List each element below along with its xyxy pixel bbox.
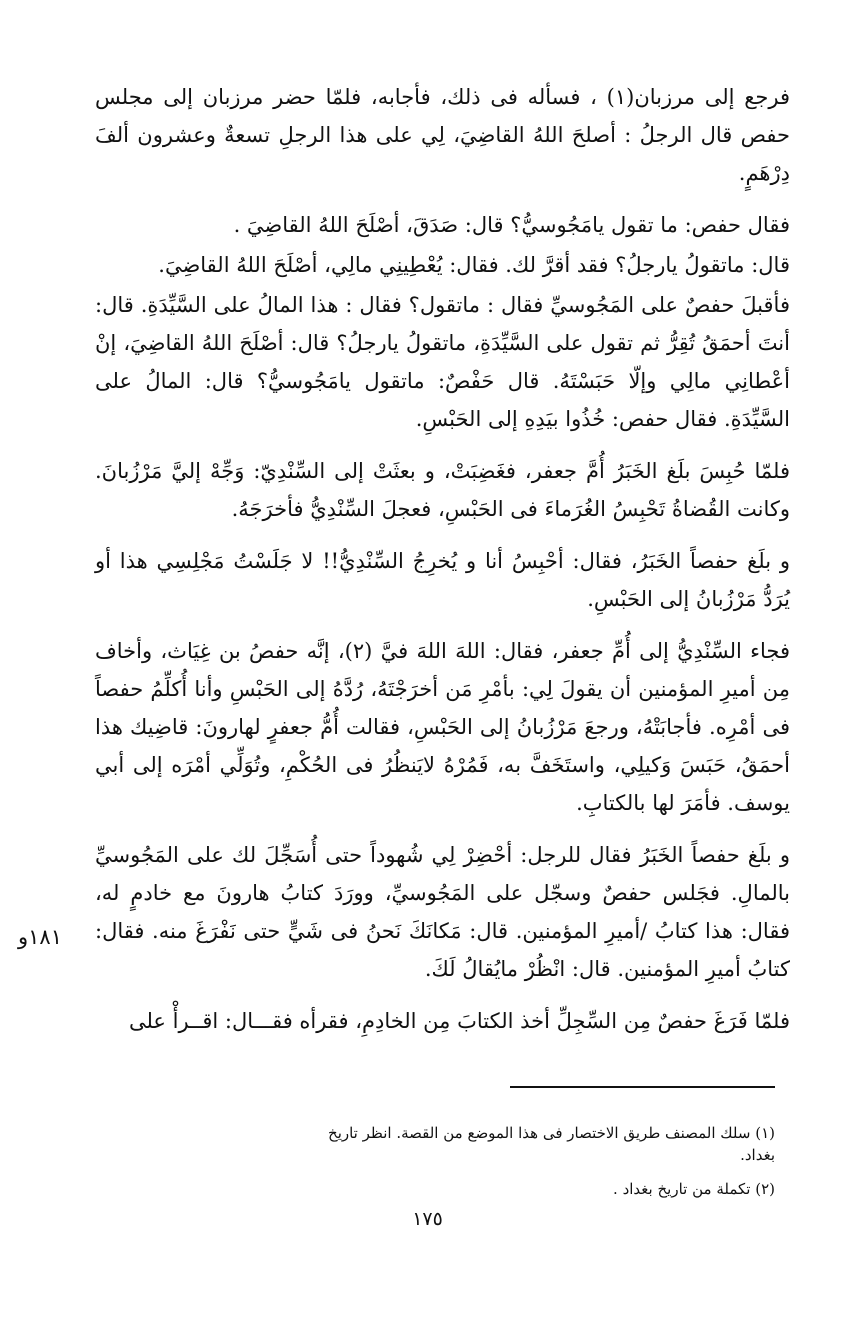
main-text [95, 78, 790, 1054]
paragraph: و بلَغ حفصاً الخَبَرُ فقال للرجل: أحْضِرْ لِي شُهوداً حتى أُسَجِّلَ لك على المَجُوسيِّ بالمالِ. فجَلس حفصٌ وسجّل على المَجُوسيِّ، وورَدَ كتابُ هارونَ مع خادمٍ له، فقال: هذا كتابُ /أميرِ المؤمنين. قال: مَكانَكَ نَحنُ فى شَيٍّ حتى نَفْرَغَ منه. فقال: كتابُ أميرِ المؤمنين. قال: انْظُرْ مايُقالُ لَكَ. [95, 843, 790, 981]
paragraph: فقال حفص: ما تقول يامَجُوسيُّ؟ قال: صَدَقَ، أصْلَحَ اللهُ القاضِيَ . [233, 213, 790, 237]
paragraph: فلمّا حُبِسَ بلَغ الخَبَرُ أُمَّ جعفر، فغَضِبَتْ، و بعثَتْ إلى السِّنْدِيّ: وَجِّهْ إليَّ مَرْزُبانَ. وكانت القُضاةُ تَحْبِسُ الغُرَماءَ فى الحَبْسِ، فعجلَ السِّنْدِيُّ فأخرَجَهُ. [95, 459, 790, 521]
footnote-separator [510, 1086, 775, 1088]
paragraph: و بلَغ حفصاً الخَبَرُ، فقال: أحْبِسُ أنا و يُخرِجُ السِّنْدِيُّ!! لا جَلَسْتُ مَجْلِسِي هذا أو يُرَدُّ مَرْزُبانُ إلى الحَبْسِ. [95, 549, 790, 611]
page-number: ١٧٥ [412, 1208, 443, 1230]
paragraph: فلمّا فَرَغَ حفصٌ مِن السِّجِلِّ أخذ الكتابَ مِن الخادِمِ، فقرأه فقـــال: اقــرأْ على [128, 1009, 790, 1033]
manuscript-folio-note: ١٨١و [18, 925, 62, 949]
footnotes [300, 1122, 775, 1212]
paragraph: فرجع إلى مرزبان(١) ، فسأله فى ذلك، فأجابه، فلمّا حضر مرزبان إلى مجلس حفص قال الرجلُ : أصلحَ اللهُ القاضِيَ، لِي على هذا الرجلِ تسعةٌ وعشرون ألفَ دِرْهَمٍ. [95, 85, 790, 185]
paragraph: فجاء السِّنْدِيُّ إلى أُمِّ جعفر، فقال: اللهَ اللهَ فيَّ (٢)، إنَّه حفصُ بن غِيَاث، وأخاف مِن أميرِ المؤمنين أن يقولَ لِي: بأمْرِ مَن أخرَجْتَهُ، رُدَّهُ إلى الحَبْسِ وأنا أُكلِّمُ حفصاً فى أمْرِه. فأجابَتْهُ، ورجعَ مَرْزُبانُ إلى الحَبْسِ، فقالت أُمُّ جعفرٍ لهارونَ: قاضِيك هذا أحمَقُ، حَبَسَ وَكيلِي، واستَخَفَّ به، فَمُرْهُ لايَنظُرُ فى الحُكْمِ، وتُوَلِّي أمْرَه إلى أبي يوسف. فأمَرَ لها بالكتابِ. [95, 639, 790, 815]
footnote: (٢) تكملة من تاريخ بغداد . [613, 1180, 775, 1198]
footnote: (١) سلك المصنف طريق الاختصار فى هذا الموضع من القصة. انظر تاريخ بغداد. [328, 1124, 775, 1164]
paragraph: فأقبلَ حفصٌ على المَجُوسيِّ فقال : ماتقول؟ فقال : هذا المالُ على السَّيِّدَةِ. قال: أنتَ أحمَقُ تُقِرُّ ثم تقول على السَّيِّدَةِ، ماتقولُ يارجلُ؟ قال: أصْلَحَ اللهُ القاضِيَ، إنْ أعْطانِي مالِي وإلّا حَبَسْتَهُ. قال حَفْصٌ: ماتقول يامَجُوسيُّ؟ قال: المالُ على السَّيِّدَةِ. فقال حفص: خُذُوا بيَدِهِ إلى الحَبْسِ. [95, 293, 790, 431]
paragraph: قال: ماتقولُ يارجلُ؟ فقد أقرَّ لك. فقال: يُعْطِينِي مالِي، أصْلَحَ اللهُ القاضِيَ. [158, 253, 790, 277]
